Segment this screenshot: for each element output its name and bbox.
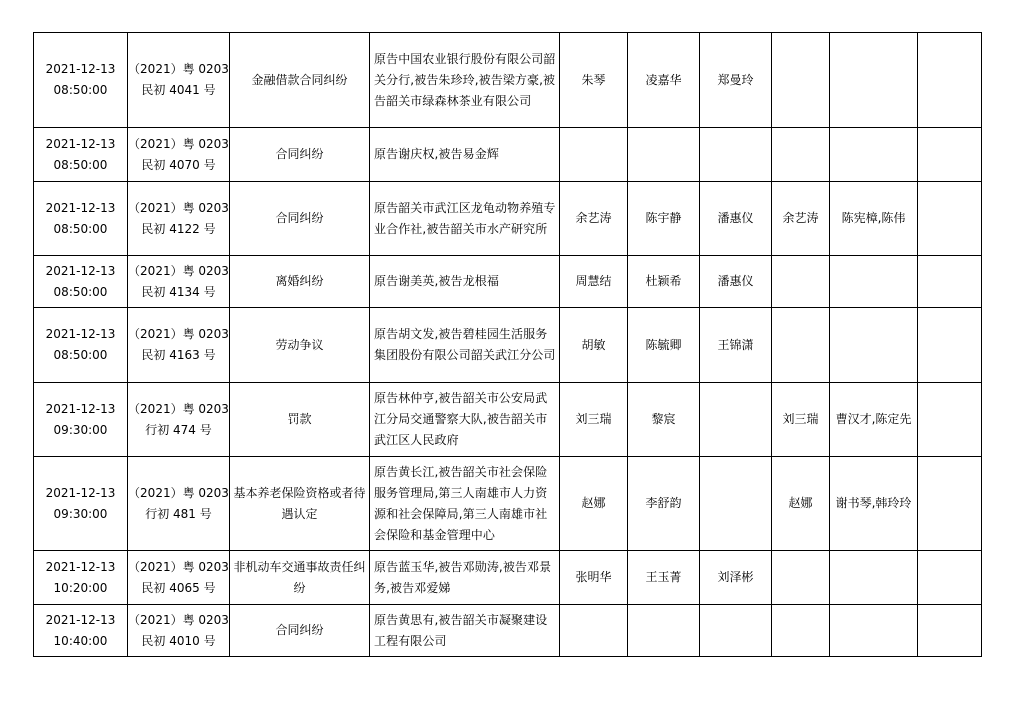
hearing-date: 2021-12-13 [45, 263, 116, 278]
case-cause-cell: 基本养老保险资格或者待遇认定 [230, 457, 370, 551]
column-10-cell [918, 308, 982, 383]
case-number-cell [128, 605, 230, 657]
case-number-line1: （2021）粤 0203 [128, 200, 229, 215]
hearing-date: 2021-12-13 [45, 612, 116, 627]
case-number-line2: 民初 4122 号 [141, 221, 216, 236]
column-8-cell [772, 308, 830, 383]
panel-member-2-cell [700, 457, 772, 551]
column-9-cell [830, 256, 918, 308]
presiding-judge-cell: 周慧结 [560, 256, 628, 308]
panel-member-2-cell: 潘惠仪 [700, 182, 772, 256]
hearing-date: 2021-12-13 [45, 200, 116, 215]
parties-cell: 原告谢庆权,被告易金辉 [370, 128, 560, 182]
hearing-time: 08:50:00 [53, 157, 108, 172]
hearing-time: 08:50:00 [53, 221, 108, 236]
case-number-line1: （2021）粤 0203 [128, 401, 229, 416]
column-8-cell [772, 551, 830, 605]
panel-member-2-cell [700, 383, 772, 457]
case-number-cell [128, 256, 230, 308]
panel-member-1-cell: 李舒韵 [628, 457, 700, 551]
table-row [34, 256, 982, 308]
parties-cell: 原告韶关市武江区龙龟动物养殖专业合作社,被告韶关市水产研究所 [370, 182, 560, 256]
panel-member-1-cell: 杜颖希 [628, 256, 700, 308]
column-8-cell [772, 128, 830, 182]
panel-member-2-cell: 郑曼玲 [700, 33, 772, 128]
hearing-time: 08:50:00 [53, 348, 108, 362]
panel-member-2-cell [700, 128, 772, 182]
panel-member-2-cell: 潘惠仪 [700, 256, 772, 308]
hearing-time: 08:50:00 [53, 284, 108, 299]
case-number-line1: （2021）粤 0203 [128, 485, 229, 500]
panel-member-1-cell [628, 128, 700, 182]
case-cause-cell: 合同纠纷 [230, 128, 370, 182]
column-9-cell [830, 128, 918, 182]
presiding-judge-cell: 张明华 [560, 551, 628, 605]
hearing-date: 2021-12-13 [45, 485, 116, 500]
case-number-cell [128, 457, 230, 551]
case-number-line2: 民初 4010 号 [141, 633, 216, 648]
case-number-line1: （2021）粤 0203 [128, 559, 229, 574]
panel-member-1-cell: 陈宇静 [628, 182, 700, 256]
hearing-time: 08:50:00 [53, 83, 108, 97]
hearing-time: 10:40:00 [53, 633, 108, 648]
column-10-cell [918, 457, 982, 551]
column-8-cell: 刘三瑞 [772, 383, 830, 457]
panel-member-1-cell: 王玉菁 [628, 551, 700, 605]
panel-member-2-cell: 王锦潇 [700, 308, 772, 383]
column-10-cell [918, 256, 982, 308]
hearing-date: 2021-12-13 [45, 327, 116, 341]
hearing-date: 2021-12-13 [45, 401, 116, 416]
column-10-cell [918, 128, 982, 182]
table-row [34, 33, 982, 128]
column-10-cell [918, 551, 982, 605]
column-8-cell [772, 256, 830, 308]
case-number-cell [128, 33, 230, 128]
column-8-cell [772, 605, 830, 657]
case-number-cell [128, 551, 230, 605]
case-number-line1: （2021）粤 0203 [128, 136, 229, 151]
case-cause-cell: 非机动车交通事故责任纠纷 [230, 551, 370, 605]
case-number-line2: 民初 4070 号 [141, 157, 216, 172]
parties-cell: 原告胡文发,被告碧桂园生活服务集团股份有限公司韶关武江分公司 [370, 308, 560, 383]
case-number-cell [128, 182, 230, 256]
case-cause-cell: 合同纠纷 [230, 182, 370, 256]
column-9-cell: 谢书琴,韩玲玲 [830, 457, 918, 551]
case-number-line2: 民初 4163 号 [141, 348, 216, 362]
case-number-cell [128, 383, 230, 457]
table-row [34, 457, 982, 551]
case-number-line2: 民初 4065 号 [141, 580, 216, 595]
column-10-cell [918, 182, 982, 256]
column-8-cell: 余艺涛 [772, 182, 830, 256]
table-row [34, 128, 982, 182]
case-cause-cell: 金融借款合同纠纷 [230, 33, 370, 128]
case-number-line1: （2021）粤 0203 [128, 263, 229, 278]
hearing-datetime-cell [34, 383, 128, 457]
hearing-datetime-cell [34, 308, 128, 383]
panel-member-1-cell: 陈毓卿 [628, 308, 700, 383]
table-row [34, 308, 982, 383]
hearing-datetime-cell [34, 551, 128, 605]
column-9-cell [830, 551, 918, 605]
parties-cell: 原告黄思有,被告韶关市凝聚建设工程有限公司 [370, 605, 560, 657]
column-10-cell [918, 605, 982, 657]
case-number-cell [128, 128, 230, 182]
hearing-datetime-cell [34, 33, 128, 128]
hearing-date: 2021-12-13 [45, 62, 116, 76]
table-row [34, 551, 982, 605]
column-10-cell [918, 383, 982, 457]
panel-member-1-cell: 凌嘉华 [628, 33, 700, 128]
presiding-judge-cell: 朱琴 [560, 33, 628, 128]
hearing-date: 2021-12-13 [45, 136, 116, 151]
presiding-judge-cell [560, 605, 628, 657]
case-cause-cell: 合同纠纷 [230, 605, 370, 657]
presiding-judge-cell [560, 128, 628, 182]
parties-cell: 原告蓝玉华,被告邓勋涛,被告邓景务,被告邓爱娣 [370, 551, 560, 605]
presiding-judge-cell: 余艺涛 [560, 182, 628, 256]
parties-cell: 原告谢美英,被告龙根福 [370, 256, 560, 308]
case-number-line1: （2021）粤 0203 [128, 327, 229, 341]
hearing-schedule-table [33, 32, 982, 657]
hearing-datetime-cell [34, 457, 128, 551]
panel-member-1-cell [628, 605, 700, 657]
case-number-line1: （2021）粤 0203 [128, 62, 229, 76]
parties-cell: 原告林仲亨,被告韶关市公安局武江分局交通警察大队,被告韶关市武江区人民政府 [370, 383, 560, 457]
hearing-date: 2021-12-13 [45, 559, 116, 574]
hearing-datetime-cell [34, 605, 128, 657]
hearing-time: 09:30:00 [53, 422, 108, 437]
case-number-line1: （2021）粤 0203 [128, 612, 229, 627]
case-cause-cell: 劳动争议 [230, 308, 370, 383]
table-row [34, 605, 982, 657]
hearing-datetime-cell [34, 128, 128, 182]
case-number-line2: 民初 4134 号 [141, 284, 216, 299]
table-row [34, 182, 982, 256]
hearing-time: 09:30:00 [53, 506, 108, 521]
column-8-cell [772, 33, 830, 128]
column-9-cell: 曹汉才,陈定先 [830, 383, 918, 457]
case-number-line2: 行初 481 号 [145, 506, 212, 521]
column-9-cell: 陈宪樟,陈伟 [830, 182, 918, 256]
case-cause-cell: 离婚纠纷 [230, 256, 370, 308]
panel-member-2-cell: 刘泽彬 [700, 551, 772, 605]
case-cause-cell: 罚款 [230, 383, 370, 457]
presiding-judge-cell: 赵娜 [560, 457, 628, 551]
presiding-judge-cell: 胡敏 [560, 308, 628, 383]
column-9-cell [830, 605, 918, 657]
hearing-time: 10:20:00 [53, 580, 108, 595]
parties-cell: 原告中国农业银行股份有限公司韶关分行,被告朱珍玲,被告梁方豪,被告韶关市绿森林茶业有限公司 [370, 33, 560, 128]
case-number-cell [128, 308, 230, 383]
case-number-line2: 民初 4041 号 [141, 83, 216, 97]
hearing-datetime-cell [34, 182, 128, 256]
column-10-cell [918, 33, 982, 128]
parties-cell: 原告黄长江,被告韶关市社会保险服务管理局,第三人南雄市人力资源和社会保障局,第三人南雄市社会保险和基金管理中心 [370, 457, 560, 551]
column-9-cell [830, 33, 918, 128]
case-number-line2: 行初 474 号 [145, 422, 212, 437]
column-8-cell: 赵娜 [772, 457, 830, 551]
column-9-cell [830, 308, 918, 383]
presiding-judge-cell: 刘三瑞 [560, 383, 628, 457]
panel-member-2-cell [700, 605, 772, 657]
hearing-datetime-cell [34, 256, 128, 308]
table-row [34, 383, 982, 457]
panel-member-1-cell: 黎宸 [628, 383, 700, 457]
